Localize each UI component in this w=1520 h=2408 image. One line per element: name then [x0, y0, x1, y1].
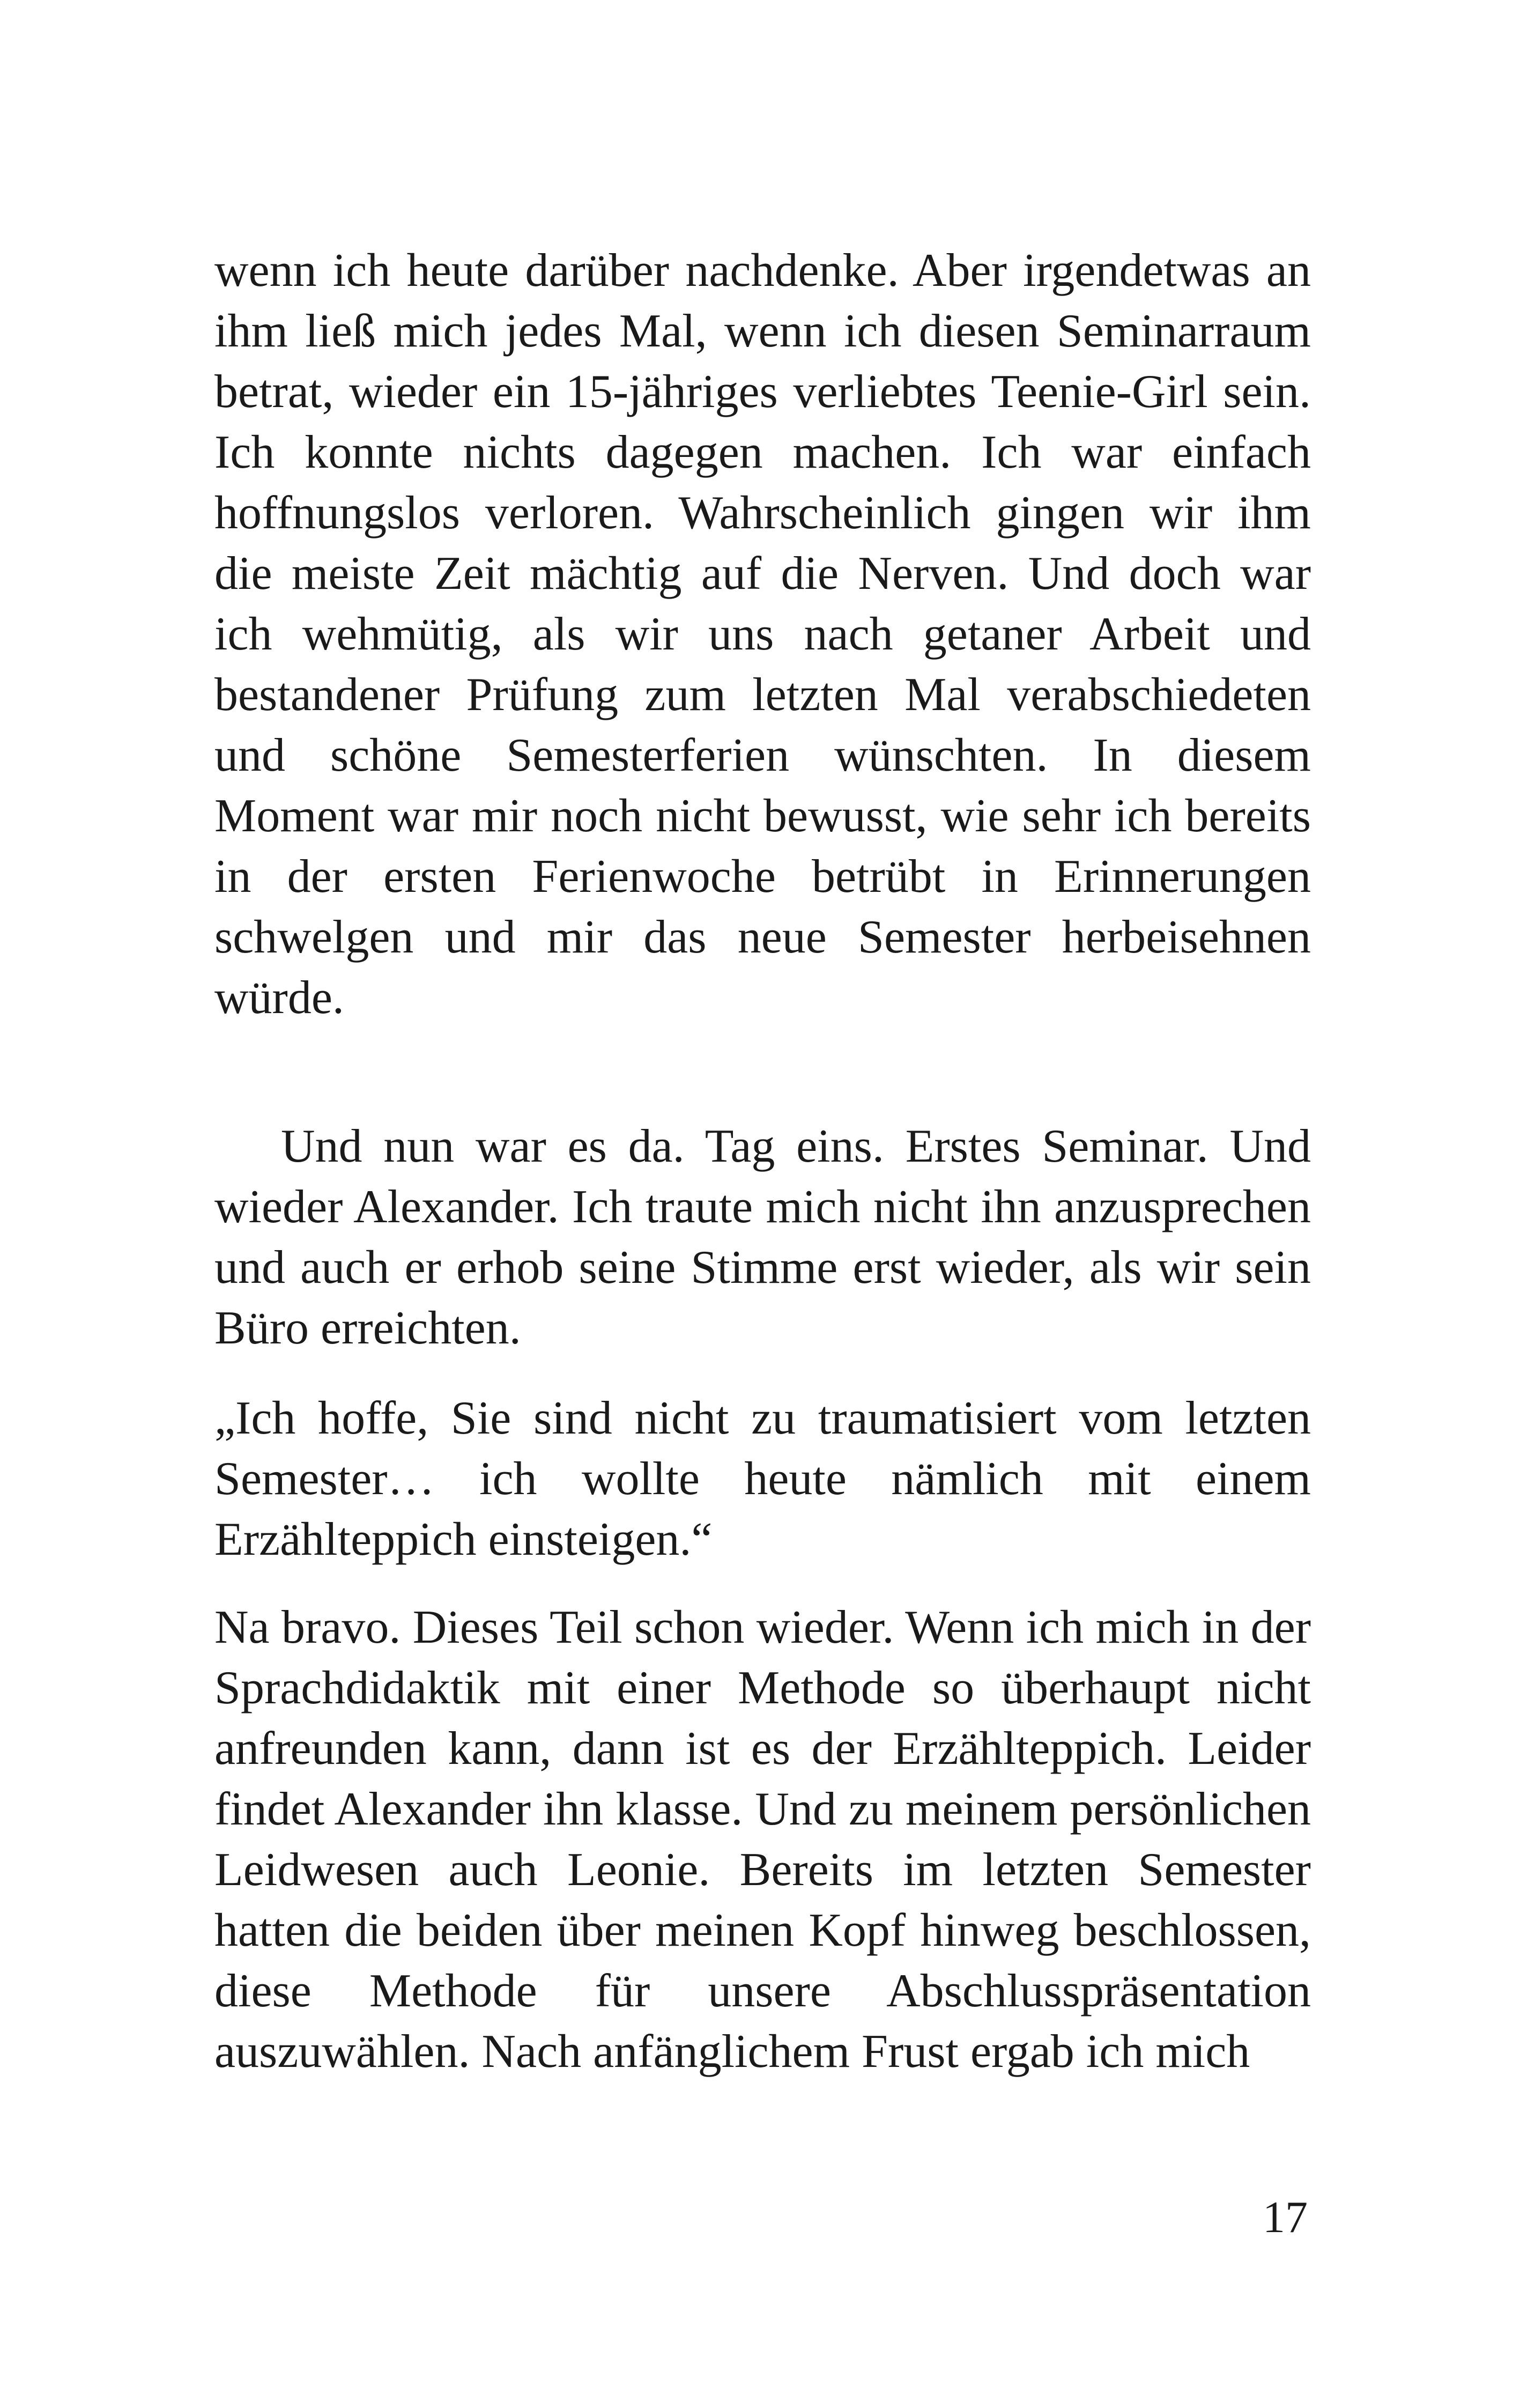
- page-number: 17: [1263, 2192, 1308, 2242]
- paragraph-3: „Ich hoffe, Sie sind nicht zu traumatisiert vom letzten Semester… ich wollte heute nämlich mit einem Erzählteppich einsteigen.“: [214, 1392, 1311, 1565]
- paragraph-4: Na bravo. Dieses Teil schon wieder. Wenn ich mich in der Sprachdidaktik mit einer Methode so überhaupt nicht anfreunden kann, dann ist es der Erzählteppich. Leider findet Alexander ihn klasse. Und zu meinem persönlichen Leidwesen auch Leonie. Bereits im letzten Semester hatten die beiden über meinen Kopf hinweg beschlossen, diese Methode für unsere Abschlusspräsentation auszuwählen. Nach anfänglichem Frust ergab ich mich: [214, 1601, 1311, 2078]
- paragraph-1: wenn ich heute darüber nachdenke. Aber irgendetwas an ihm ließ mich jedes Mal, wenn ich diesen Seminarraum betrat, wieder ein 15-jähriges verliebtes Teenie-Girl sein. Ich konnte nichts dagegen machen. Ich war einfach hoffnungslos verloren. Wahrscheinlich gingen wir ihm die meiste Zeit mächtig auf die Nerven. Und doch war ich wehmütig, als wir uns nach getaner Arbeit und bestandener Prüfung zum letzten Mal verabschiedeten und schöne Semesterferien wünschten. In diesem Moment war mir noch nicht bewusst, wie sehr ich bereits in der ersten Ferienwoche betrübt in Erinnerungen schwelgen und mir das neue Semester herbeisehnen würde.: [214, 245, 1311, 1024]
- paragraph-2: Und nun war es da. Tag eins. Erstes Seminar. Und wieder Alexander. Ich traute mich nicht ihn anzusprechen und auch er erhob seine Stimme erst wieder, als wir sein Büro erreichten.: [214, 1120, 1311, 1354]
